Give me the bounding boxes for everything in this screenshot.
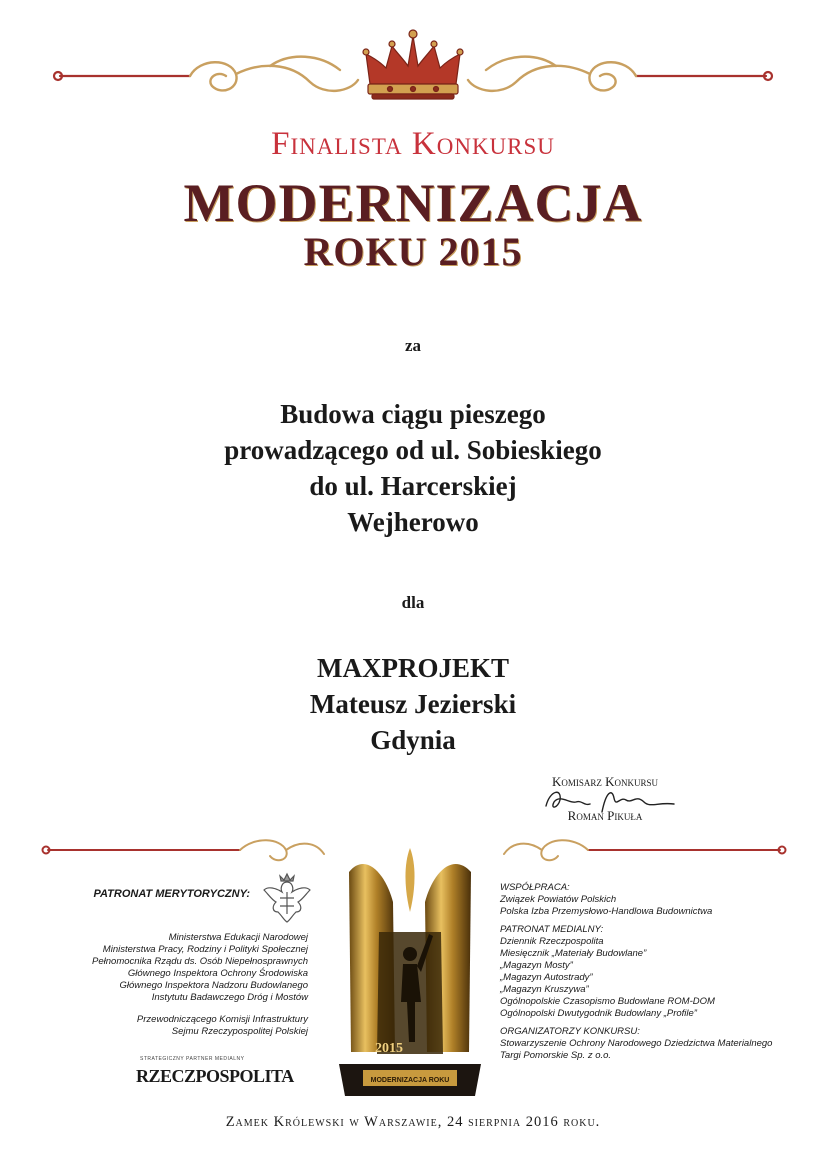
patronat-item: Sejmu Rzeczypospolitej Polskiej xyxy=(171,1026,308,1037)
organizers-info xyxy=(500,882,800,1062)
patronat-item: Głównego Inspektora Ochrony Środowiska xyxy=(127,968,308,979)
trophy-year: 2015 xyxy=(375,1041,403,1056)
za-label: za xyxy=(404,336,422,355)
project-line: do ul. Harcerskiej xyxy=(309,471,517,501)
patronat-title: PATRONAT MERYTORYCZNY: xyxy=(93,888,250,900)
competition-title: MODERNIZACJA xyxy=(183,173,643,233)
signature-mark xyxy=(540,784,680,816)
media-partner-caption: STRATEGICZNY PARTNER MEDIALNY xyxy=(140,1056,245,1062)
wspolpraca-item: Polska Izba Przemysłowo-Handlowa Budownictwa xyxy=(500,906,713,917)
right-ornament xyxy=(498,832,788,868)
competition-year: ROKU 2015 xyxy=(303,229,523,274)
recipient-city: Gdynia xyxy=(370,725,456,755)
recipient-person: Mateusz Jezierski xyxy=(309,689,517,719)
footer-place-date: Zamek Królewski w Warszawie, 24 sierpnia 2016 roku. xyxy=(225,1114,601,1130)
organizatorzy-item: Targi Pomorskie Sp. z o.o. xyxy=(500,1050,612,1061)
commissioner-title: Komisarz Konkursu xyxy=(551,774,659,789)
project-line: Budowa ciągu pieszego xyxy=(280,399,546,429)
trophy-image xyxy=(335,842,485,1096)
organizatorzy-title: ORGANIZATORZY KONKURSU: xyxy=(500,1026,640,1037)
trophy-plaque: MODERNIZACJA ROKU xyxy=(370,1077,450,1084)
dla-label: dla xyxy=(401,593,425,612)
medialny-item: Ogólnopolskie Czasopismo Budowlane ROM-DOM xyxy=(500,996,715,1007)
eagle-emblem-icon xyxy=(258,868,316,926)
recipient xyxy=(0,650,826,758)
medialny-item: „Magazyn Kruszywa” xyxy=(500,984,589,995)
patronat-item: Ministerstwa Edukacji Narodowej xyxy=(168,932,308,943)
organizatorzy-item: Stowarzyszenie Ochrony Narodowego Dziedzictwa Materialnego xyxy=(500,1038,773,1049)
medialny-item: „Magazyn Mosty” xyxy=(500,960,573,971)
crown-icon xyxy=(360,28,466,104)
patronat-item: Głównego Inspektora Nadzoru Budowlanego xyxy=(119,980,308,991)
patronat-item: Przewodniczącego Komisji Infrastruktury xyxy=(136,1014,308,1025)
recipient-company: MAXPROJEKT xyxy=(317,653,509,683)
left-ornament xyxy=(40,832,330,868)
patronat-item: Instytutu Badawczego Dróg i Mostów xyxy=(151,992,308,1003)
project-line: prowadzącego od ul. Sobieskiego xyxy=(224,435,602,465)
wspolpraca-item: Związek Powiatów Polskich xyxy=(500,894,617,905)
medialny-title: PATRONAT MEDIALNY: xyxy=(500,924,604,935)
medialny-item: Ogólnopolski Dwutygodnik Budowlany „Profile” xyxy=(500,1008,697,1019)
medialny-item: Miesięcznik „Materiały Budowlane” xyxy=(500,948,647,959)
medialny-item: „Magazyn Autostrady” xyxy=(500,972,593,983)
wspolpraca-title: WSPÓŁPRACA: xyxy=(500,882,570,893)
patronat-item: Pełnomocnika Rządu ds. Osób Niepełnosprawnych xyxy=(92,956,308,967)
patronat-item: Ministerstwa Pracy, Rodziny i Polityki Społecznej xyxy=(102,944,308,955)
medialny-item: Dziennik Rzeczpospolita xyxy=(500,936,604,947)
commissioner-name: Roman Pikuła xyxy=(567,808,643,823)
rzeczpospolita-logo: RZECZPOSPOLITA xyxy=(136,1066,294,1086)
project-description xyxy=(0,396,826,540)
patronat-list xyxy=(40,932,308,1038)
finalist-heading: Finalista Konkursu xyxy=(271,126,555,162)
project-line: Wejherowo xyxy=(347,507,479,537)
